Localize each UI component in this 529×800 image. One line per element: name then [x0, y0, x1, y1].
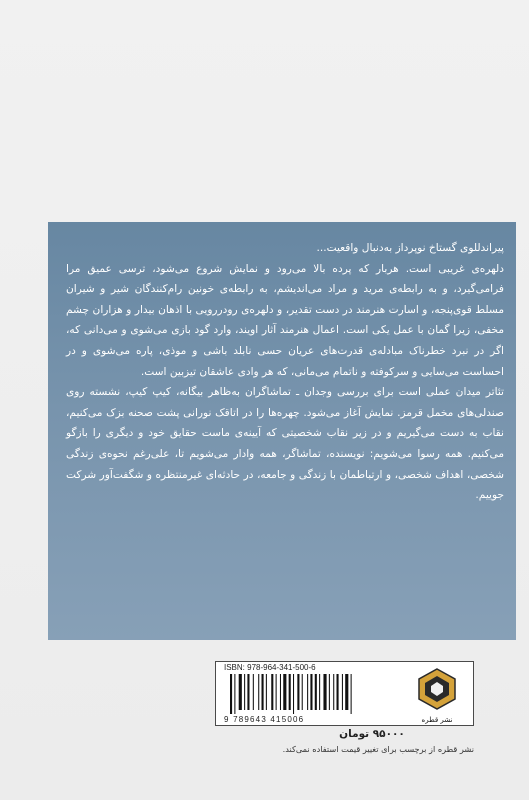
blurb-paragraph-3: تئاتر میدان عملی است برای بررسی وجدان ـ تماشاگران به‌ظاهر بیگانه، کیپ کیپ، نشسته روی صندلی‌های مخمل قرمز. نمایش آغاز می‌شود. چهره‌ها را در اتاقک نورانی پشت صحنه بزک می‌کنیم، نقاب به دست می‌گیریم و در زیر نقاب شخصیتی که آیینه‌ی ماست حقایق خود و دیگری را بازگو می‌کنیم. همه رسوا می‌شویم: نویسنده، تماشاگر، همه وادار می‌شویم تا، علی‌رغم نحوه‌ی زندگی شخصی، اهداف شخصی، و ارتباطمان با زندگی و جامعه، در حادثه‌ای غیرمنتظره و شگفت‌آور شرکت جوییم.: [66, 386, 504, 502]
barcode-box: [215, 661, 474, 726]
publisher-logo: [407, 667, 467, 722]
blurb-paragraph-1: پیراندللوی گستاخ نوپرداز به‌دنبال واقعیت...: [316, 242, 504, 254]
blurb-text: [66, 238, 504, 506]
barcode-number: 9 789643 415006: [224, 715, 305, 724]
barcode-icon: [228, 674, 400, 714]
price-label: ۹۵۰۰۰ تومان: [339, 728, 405, 740]
price-note: نشر قطره از برچسب برای تغییر قیمت استفاده نمی‌کند.: [282, 744, 474, 754]
publisher-logo-icon: [415, 667, 459, 711]
isbn-label: ISBN: 978-964-341-500-6: [224, 663, 316, 672]
publisher-logo-label: نشر قطره: [421, 716, 453, 724]
blurb-paragraph-2: دلهره‌ی غریبی است. هربار که پرده بالا می‌رود و نمایش شروع می‌شود، ترسی عمیق مرا فرامی‌گیرد، و به رابطه‌ی مرید و مراد می‌اندیشم، به رابطه‌ی خونین رام‌کنندگان شیر و شیران مسلط قوی‌پنجه، و اسارت هنرمند در دست تقدیر، و دلهره‌ی رودررویی با اذهان بیدار و هزاران چشم مخفی، زیرا گمان با عمل یکی است. اعمال هنرمند آثار اویند، وارد گود بازی می‌شوی و می‌دانی که، اگر در نبرد خطرناک مبادله‌ی قدرت‌های عریان حسی نابلد باشی و موذی، پاره می‌شوی و در احساست می‌سایی و سرکوفته و ناتمام می‌مانی، که هر وادی عاشقان تیزبین است.: [66, 262, 504, 378]
